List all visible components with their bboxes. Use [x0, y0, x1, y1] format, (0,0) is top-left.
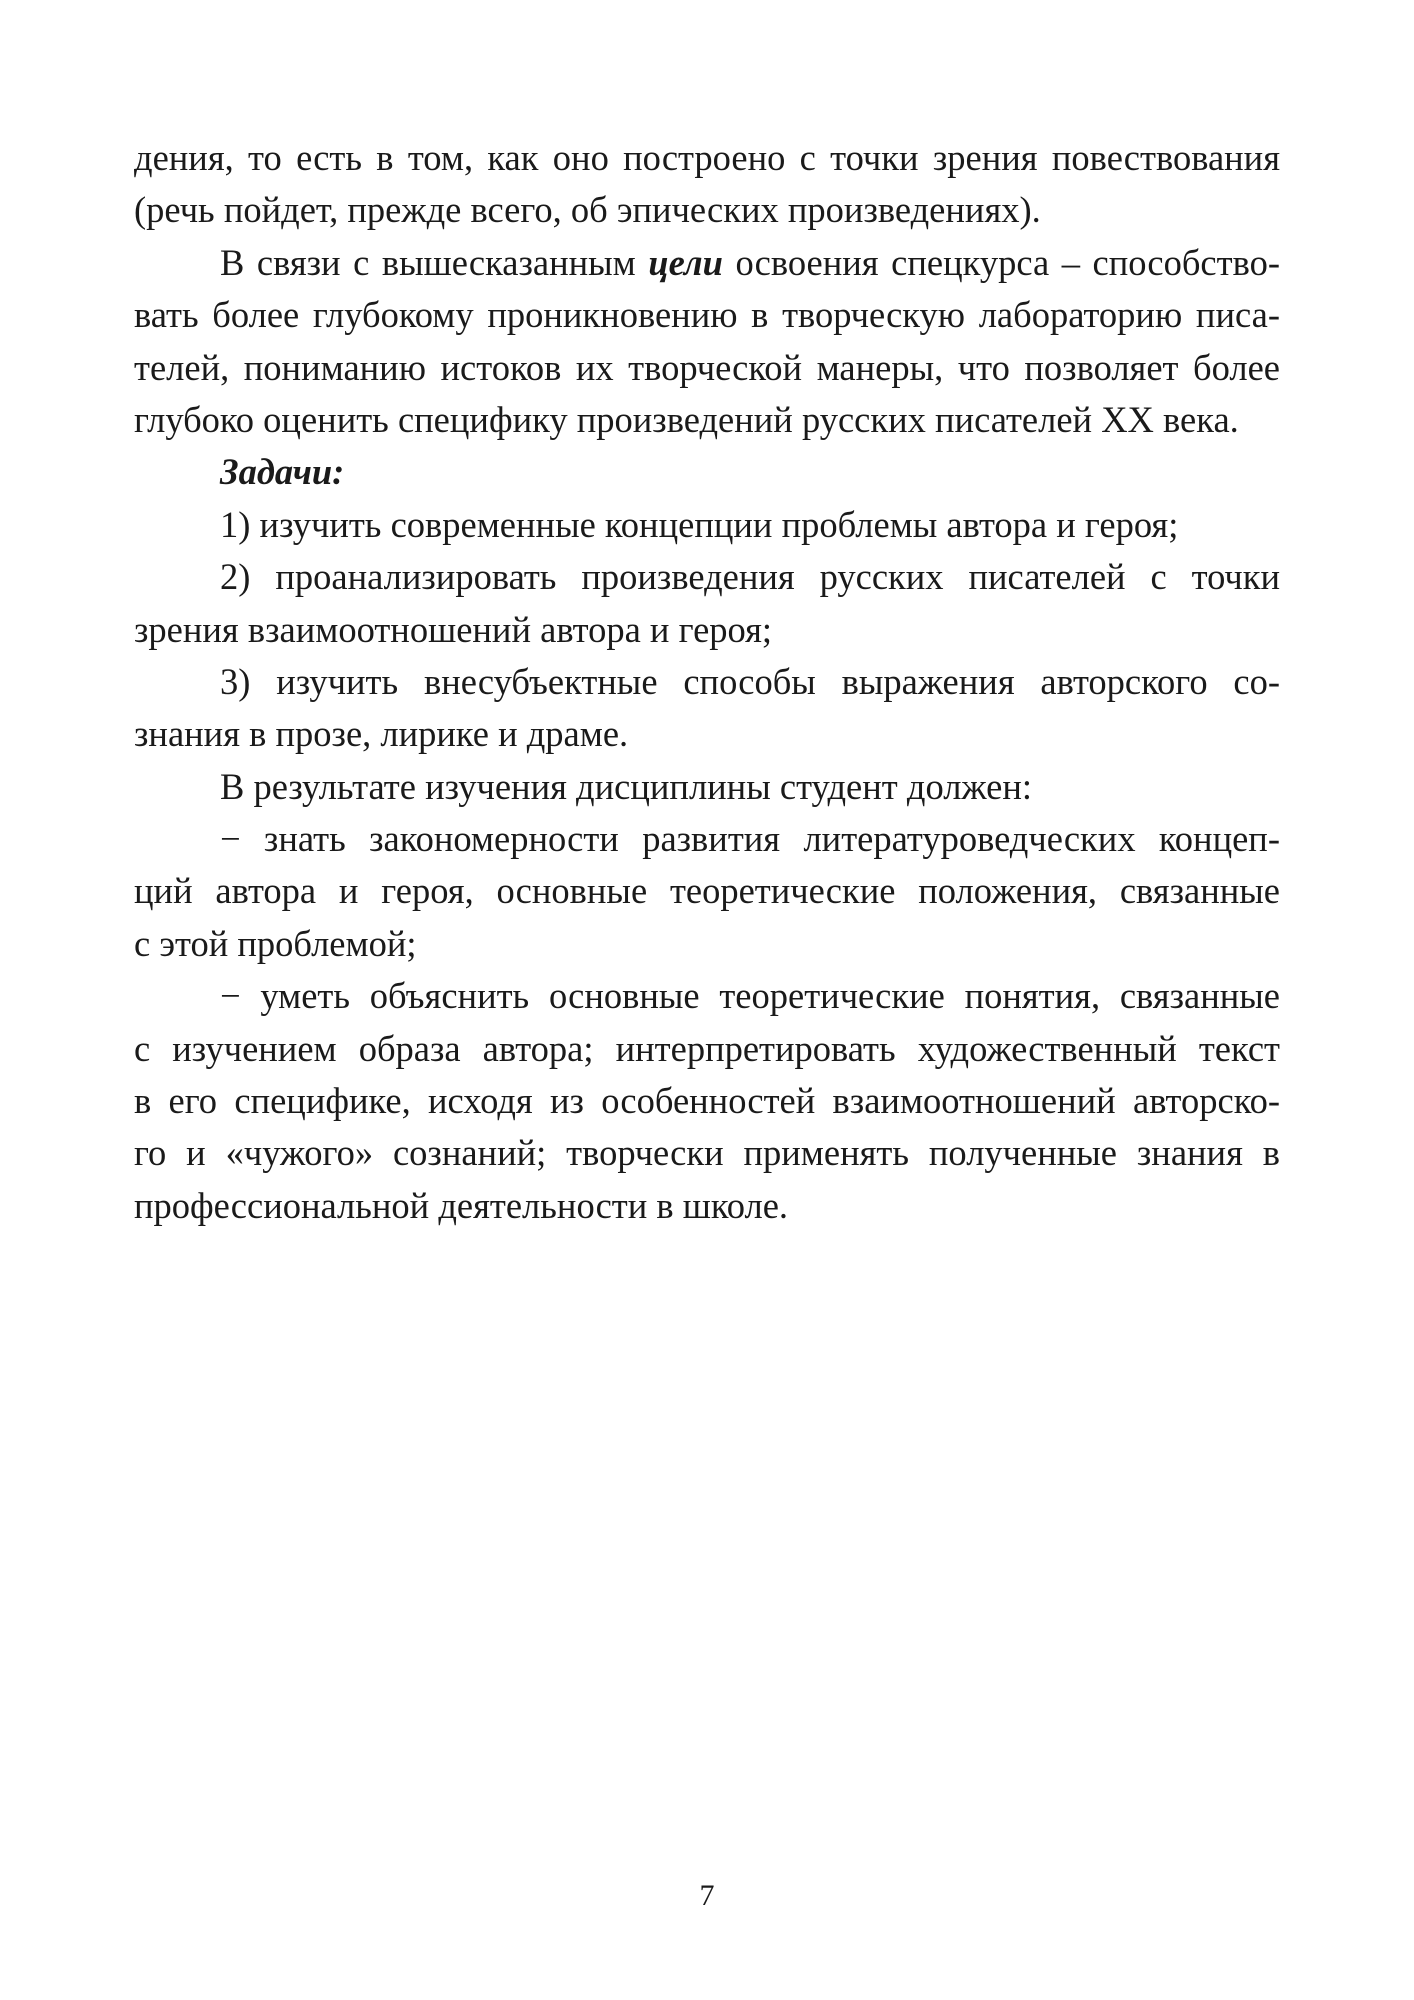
goals-first-line: [134, 237, 1280, 289]
tasks-heading: Задачи:: [220, 451, 345, 493]
requirement-able: − уметь объяснить основные теоретические понятия, связанные: [220, 975, 1280, 1017]
requirement-know-cont: с этой проблемой;: [134, 922, 417, 964]
text-line: вать более глубокому проникновению в творческую лабораторию писа-: [134, 294, 1280, 336]
task-item-3-cont: знания в прозе, лирике и драме.: [134, 713, 629, 755]
text-line: глубоко оценить специфику произведений русских писателей XX века.: [134, 398, 1239, 440]
requirement-able-cont: с изучением образа автора; интерпретировать художественный текст: [134, 1027, 1280, 1069]
text-line: дения, то есть в том, как оно построено с точки зрения повествования: [134, 137, 1280, 178]
goals-post: освоения спецкурса – способство-: [722, 241, 1280, 283]
requirement-able-cont: профессиональной деятельности в школе.: [134, 1184, 789, 1226]
goals-pre: В связи с вышесказанным: [220, 241, 649, 283]
page-number: 7: [699, 1879, 715, 1912]
goals-keyword: цели: [648, 241, 723, 283]
text-line: (речь пойдет, прежде всего, об эпических произведениях).: [134, 189, 1041, 231]
requirement-able-cont: го и «чужого» сознаний; творчески применять полученные знания в: [134, 1132, 1280, 1174]
requirement-able-cont: в его специфике, исходя из особенностей взаимоотношений авторско-: [134, 1080, 1280, 1122]
task-item-2-cont: зрения взаимоотношений автора и героя;: [134, 608, 773, 650]
requirement-know: − знать закономерности развития литературоведческих концеп-: [220, 818, 1280, 860]
result-intro: В результате изучения дисциплины студент должен:: [220, 765, 1033, 807]
task-item-1: 1) изучить современные концепции проблемы автора и героя;: [220, 503, 1179, 545]
requirement-know-cont: ций автора и героя, основные теоретические положения, связанные: [134, 870, 1280, 912]
page-body: [134, 132, 1280, 1232]
task-item-2: 2) проанализировать произведения русских писателей с точки: [220, 556, 1280, 598]
text-line: телей, пониманию истоков их творческой манеры, что позволяет более: [134, 346, 1280, 388]
task-item-3: 3) изучить внесубъектные способы выражения авторского со-: [220, 660, 1280, 702]
